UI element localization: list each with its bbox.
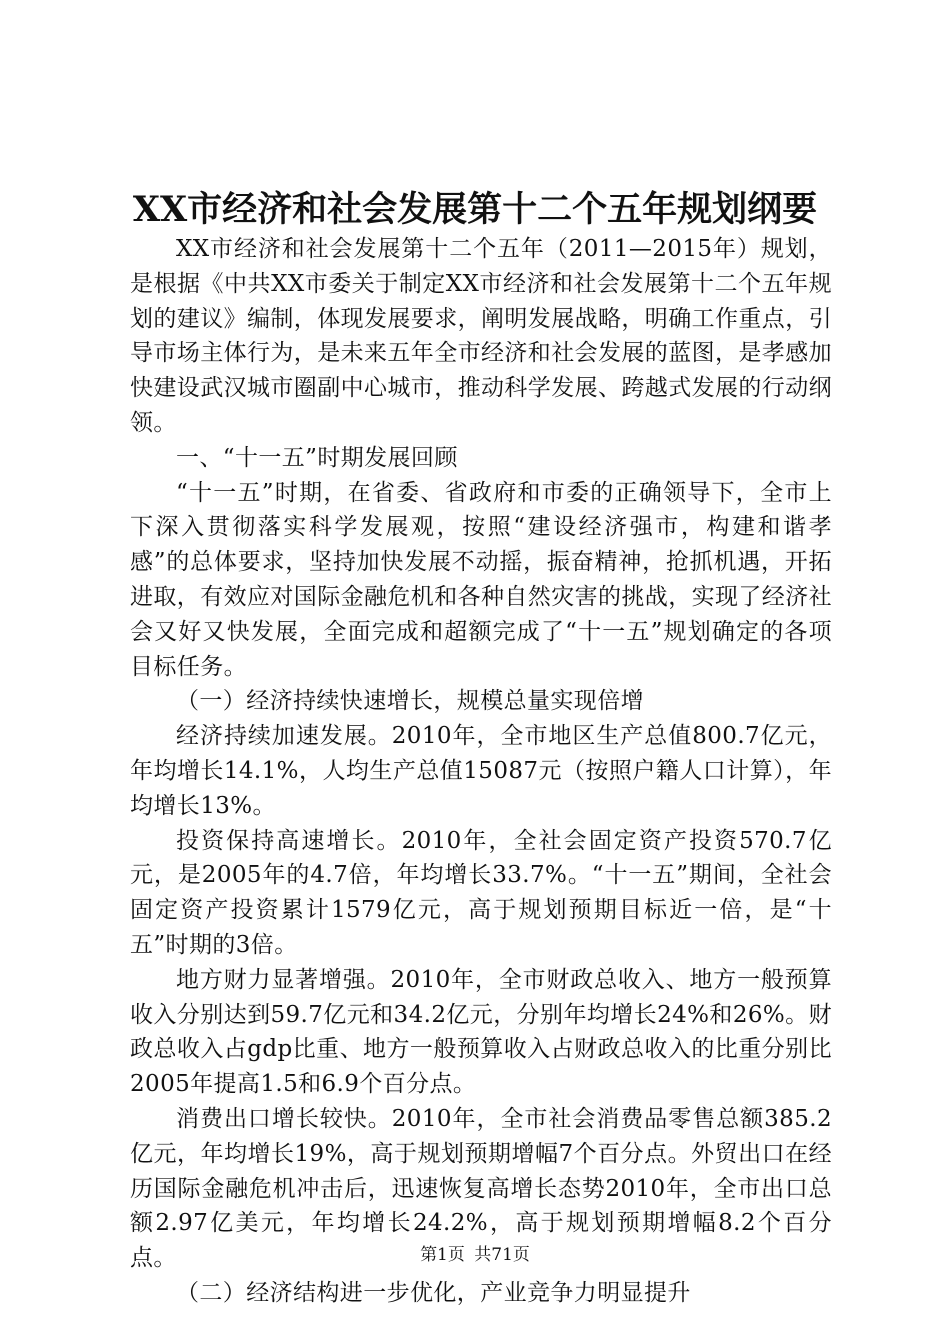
investment-paragraph: 投资保持高速增长。2010年，全社会固定资产投资570.7亿元，是2005年的4.7倍，年均增长33.7%。“十一五”期间，全社会固定资产投资累计1579亿元，高于规划预期目标近一倍，是“十五”时期的3倍。: [130, 827, 832, 958]
section-heading-review: 一、“十一五”时期发展回顾: [176, 444, 458, 471]
subsection-heading-growth: （一）经济持续快速增长，规模总量实现倍增: [176, 688, 644, 715]
page-number: 第1页: [420, 1245, 465, 1265]
consumption-paragraph: 消费出口增长较快。2010年，全市社会消费品零售总额385.2亿元，年均增长19%，高于规划预期增幅7个百分点。外贸出口在经历国际金融危机冲击后，迅速恢复高增长态势2010年，全市出口总额2.97亿美元，年均增长24.2%，高于规划预期增幅8.2个百分点。: [130, 1105, 832, 1272]
page-footer: [0, 1243, 950, 1267]
finance-paragraph: 地方财力显著增强。2010年，全市财政总收入、地方一般预算收入分别达到59.7亿元和34.2亿元，分别年均增长24%和26%。财政总收入占gdp比重、地方一般预算收入占财政总收入的比重分别比2005年提高1.5和6.9个百分点。: [130, 966, 832, 1098]
document-body: [130, 232, 832, 1311]
intro-paragraph: XX市经济和社会发展第十二个五年（2011—2015年）规划，是根据《中共XX市委关于制定XX市经济和社会发展第十二个五年规划的建议》编制，体现发展要求，阐明发展战略，明确工作重点，引导市场主体行为，是未来五年全市经济和社会发展的蓝图，是孝感加快建设武汉城市圈副中心城市，推动科学发展、跨越式发展的行动纲领。: [130, 236, 832, 436]
document-title: XX市经济和社会发展第十二个五年规划纲要: [132, 189, 818, 230]
review-paragraph: “十一五”时期，在省委、省政府和市委的正确领导下，全市上下深入贯彻落实科学发展观，按照“建设经济强市，构建和谐孝感”的总体要求，坚持加快发展不动摇，振奋精神，抢抓机遇，开拓进取，有效应对国际金融危机和各种自然灾害的挑战，实现了经济社会又好又快发展，全面完成和超额完成了“十一五”规划确定的各项目标任务。: [130, 479, 832, 680]
subsection-heading-structure: （二）经济结构进一步优化，产业竞争力明显提升: [176, 1279, 691, 1306]
page-total: 共71页: [474, 1245, 530, 1265]
economy-paragraph: 经济持续加速发展。2010年，全市地区生产总值800.7亿元，年均增长14.1%，人均生产总值15087元（按照户籍人口计算），年均增长13%。: [130, 723, 832, 819]
